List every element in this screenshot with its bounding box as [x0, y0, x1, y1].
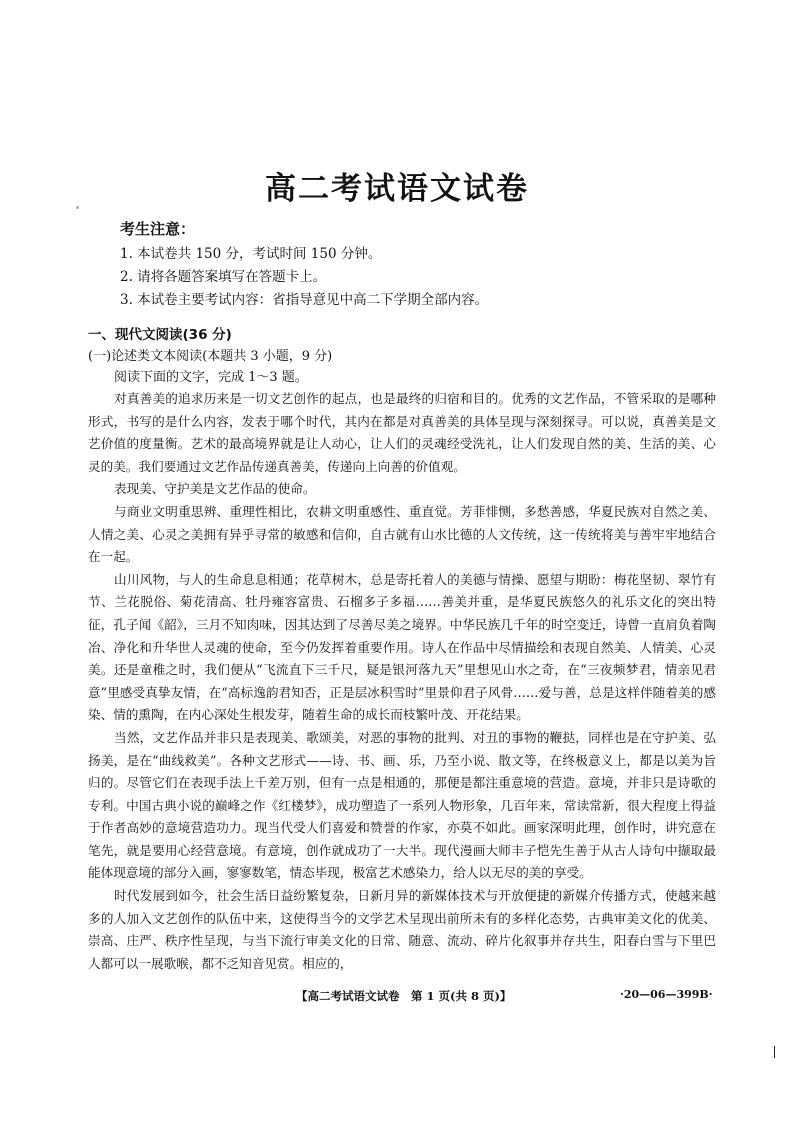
section-heading: 一、现代文阅读(36 分): [88, 327, 232, 343]
reading-instruction: 阅读下面的文字，完成 1～3 题。: [114, 370, 308, 385]
footer-exam-code: ·20—06—399B·: [620, 988, 713, 1001]
subsection-heading: (一)论述类文本阅读(本题共 3 小题，9 分): [88, 349, 333, 364]
notice-item-1: 1. 本试卷共 150 分，考试时间 150 分钟。: [120, 246, 382, 262]
passage-paragraph-1: 对真善美的追求历来是一切文艺创作的起点，也是最终的归宿和目的。优秀的文艺作品，不管采取的是哪种形式，书写的是什么内容，发表于哪个时代，其内在都是对真善美的具体呈现与深刻探寻。可以说，真善美是文艺价值的度量衡。艺术的最高境界就是让人动心，让人们的灵魂经受洗礼，让人们发现自然的美、生活的美、心灵的美。我们要通过文艺作品传递真善美，传递向上向善的价值观。: [88, 391, 716, 474]
notice-item-3: 3. 本试卷主要考试内容：省指导意见中高二下学期全部内容。: [120, 292, 489, 308]
passage-paragraph-4: 山川风物，与人的生命息息相通；花草树木，总是寄托着人的美德与情操、愿望与期盼：梅花坚韧、翠竹有节、兰花脱俗、菊花清高、牡丹雍容富贵、石榴多子多福……善美并重，是华夏民族悠久的礼乐文化的突出特征，孔子闻《韶》，三月不知肉味，因其达到了尽善尽美之境界。中华民族几千年的时空变迁，诗曾一直肩负着陶冶、净化和升华世人灵魂的使命，至今仍发挥着重要作用。诗人在作品中尽情描绘和表现自然美、人情美、心灵美。还是童稚之时，我们便从“飞流直下三千尺，疑是银河落九天”里想见山水之奇，在“三夜频梦君，情亲见君意”里感受真挚友情，在“高标逸韵君知否，正是层冰积雪时”里景仰君子风骨……爱与善，总是这样伴随着美的感染、情的熏陶，在内心深处生根发芽，随着生命的成长而枝繁叶茂、开花结果。: [88, 571, 716, 723]
reading-section: [88, 325, 716, 975]
notice-item-2: 2. 请将各题答案填写在答题卡上。: [120, 269, 327, 285]
passage-paragraph-3: 与商业文明重思辨、重理性相比，农耕文明重感性、重直觉。芳菲悱恻，多愁善感，华夏民族对自然之美、人情之美、心灵之美拥有异乎寻常的敏感和信仰，自古就有山水比德的人文传统，这一传统将美与善牢牢地结合在一起。: [88, 503, 716, 565]
passage-paragraph-5: 当然，文艺作品并非只是表现美、歌颂美，对恶的事物的批判、对丑的事物的鞭挞，同样也是在守护美、弘扬美，是在“曲线救美”。各种文艺形式——诗、书、画、乐，乃至小说、散文等，在终极意义上，都是以美为旨归的。尽管它们在表现手法上千差万别，但有一点是相通的，那便是都注重意境的营造。意境，并非只是诗歌的专利。中国古典小说的巅峰之作《红楼梦》，成功塑造了一系列人物形象，几百年来，常读常新，很大程度上得益于作者高妙的意境营造功力。现当代受人们喜爱和赞誉的作家，亦莫不如此。画家深明此理，创作时，讲究意在笔先，就是要用心经营意境。有意境，创作就成功了一大半。现代漫画大师丰子恺先生善于从古人诗句中撷取最能体现意境的部分入画，寥寥数笔，情态毕现，极富艺术感染力，给人以无尽的美的享受。: [88, 729, 716, 881]
notice-heading: 考生注意：: [120, 220, 196, 238]
candidate-notice: [120, 218, 740, 312]
page-edge-mark: [774, 1046, 775, 1058]
page-title: 高二考试语文试卷: [265, 170, 529, 207]
passage-paragraph-2: 表现美、守护美是文艺作品的使命。: [114, 481, 316, 497]
footer-page-label: 【高二考试语文试卷 第 1 页(共 8 页)】: [296, 989, 512, 1003]
passage-paragraph-6: 时代发展到如今，社会生活日益纷繁复杂，日新月异的新媒体技术与开放便捷的新媒介传播方式，使越来越多的人加入文艺创作的队伍中来，这使得当今的文学艺术呈现出前所未有的多样化态势，古典审美文化的优美、崇高、庄严、秩序性呈现，与当下流行审美文化的日常、随意、流动、碎片化叙事并存共生，阳春白雪与下里巴人都可以一展歌喉，都不乏知音见赏。相应的，: [88, 888, 716, 971]
